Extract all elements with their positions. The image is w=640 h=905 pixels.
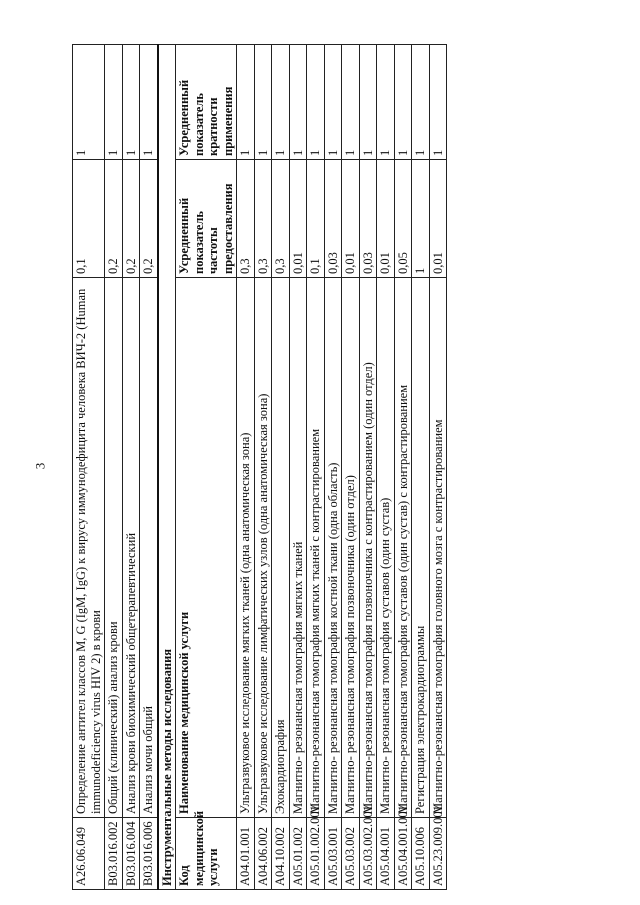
service-name: Магнитно- резонансная томография костной ткани (одна область) bbox=[324, 278, 342, 818]
service-code: A04.01.001 bbox=[237, 818, 255, 890]
multiplicity-value: 1 bbox=[324, 45, 342, 160]
multiplicity-value: 1 bbox=[122, 45, 140, 160]
service-code: A05.01.002 bbox=[289, 818, 307, 890]
service-name: Регистрация электрокардиограммы bbox=[412, 278, 430, 818]
section-title: Инструментальные методы исследования bbox=[158, 45, 176, 890]
multiplicity-value: 1 bbox=[429, 45, 447, 160]
service-name: Ультразвуковое исследование лимфатических узлов (одна анатомическая зона) bbox=[254, 278, 272, 818]
table-row bbox=[429, 45, 447, 890]
service-name: Магнитно- резонансная томография суставов (один сустав) bbox=[377, 278, 395, 818]
service-code: A26.06.049 bbox=[73, 818, 105, 890]
multiplicity-value: 1 bbox=[359, 45, 377, 160]
frequency-value: 0,03 bbox=[359, 160, 377, 278]
table-row bbox=[73, 45, 105, 890]
table-row bbox=[377, 45, 395, 890]
frequency-value: 0,1 bbox=[307, 160, 325, 278]
service-name: Определение антител классов M, G (IgM, IgG) к вирусу иммунодефицита человека ВИЧ-2 (Human immunodeficiency virus HIV 2) в крови bbox=[73, 278, 105, 818]
frequency-value: 0,2 bbox=[140, 160, 158, 278]
service-code: A04.10.002 bbox=[272, 818, 290, 890]
header-multiplicity: Усредненный показатель кратности применения bbox=[176, 45, 237, 160]
table-row bbox=[122, 45, 140, 890]
header-frequency: Усредненный показатель частоты предоставления bbox=[176, 160, 237, 278]
frequency-value: 1 bbox=[412, 160, 430, 278]
frequency-value: 0,2 bbox=[122, 160, 140, 278]
services-table bbox=[72, 44, 447, 890]
multiplicity-value: 1 bbox=[254, 45, 272, 160]
page-number: 3 bbox=[32, 462, 48, 470]
service-name: Эхокардиография bbox=[272, 278, 290, 818]
table-row bbox=[307, 45, 325, 890]
multiplicity-value: 1 bbox=[73, 45, 105, 160]
frequency-value: 0,3 bbox=[272, 160, 290, 278]
table-row bbox=[140, 45, 158, 890]
service-name: Магнитно-резонансная томография суставов (один сустав) с контрастированием bbox=[394, 278, 412, 818]
service-code: B03.016.002 bbox=[105, 818, 123, 890]
frequency-value: 0,1 bbox=[73, 160, 105, 278]
service-name: Магнитно-резонансная томография позвоночника с контрастированием (один отдел) bbox=[359, 278, 377, 818]
frequency-value: 0,03 bbox=[324, 160, 342, 278]
service-code: A05.01.002.001 bbox=[307, 818, 325, 890]
header-name: Наименование медицинской услуги bbox=[176, 278, 237, 818]
frequency-value: 0,01 bbox=[377, 160, 395, 278]
service-code: A04.06.002 bbox=[254, 818, 272, 890]
frequency-value: 0,01 bbox=[429, 160, 447, 278]
multiplicity-value: 1 bbox=[394, 45, 412, 160]
frequency-value: 0,3 bbox=[237, 160, 255, 278]
service-code: A05.03.002 bbox=[342, 818, 360, 890]
service-name: Ультразвуковое исследование мягких тканей (одна анатомическая зона) bbox=[237, 278, 255, 818]
table-row bbox=[342, 45, 360, 890]
service-name: Анализ мочи общий bbox=[140, 278, 158, 818]
service-code: A05.04.001.001 bbox=[394, 818, 412, 890]
table-row bbox=[324, 45, 342, 890]
frequency-value: 0,01 bbox=[342, 160, 360, 278]
frequency-value: 0,01 bbox=[289, 160, 307, 278]
service-code: A05.10.006 bbox=[412, 818, 430, 890]
multiplicity-value: 1 bbox=[412, 45, 430, 160]
frequency-value: 0,2 bbox=[105, 160, 123, 278]
service-name: Магнитно-резонансная томография головного мозга с контрастированием bbox=[429, 278, 447, 818]
multiplicity-value: 1 bbox=[105, 45, 123, 160]
multiplicity-value: 1 bbox=[272, 45, 290, 160]
rotated-document-page bbox=[72, 45, 632, 890]
service-name: Анализ крови биохимический общетерапевтический bbox=[122, 278, 140, 818]
service-name: Общий (клинический) анализ крови bbox=[105, 278, 123, 818]
table-row bbox=[272, 45, 290, 890]
service-name: Магнитно- резонансная томография позвоночника (один отдел) bbox=[342, 278, 360, 818]
service-code: A05.03.002.001 bbox=[359, 818, 377, 890]
table-row bbox=[105, 45, 123, 890]
multiplicity-value: 1 bbox=[377, 45, 395, 160]
table-row bbox=[359, 45, 377, 890]
table-row bbox=[412, 45, 430, 890]
multiplicity-value: 1 bbox=[307, 45, 325, 160]
table-row bbox=[237, 45, 255, 890]
multiplicity-value: 1 bbox=[342, 45, 360, 160]
multiplicity-value: 1 bbox=[289, 45, 307, 160]
service-name: Магнитно- резонансная томография мягких тканей bbox=[289, 278, 307, 818]
service-code: A05.03.001 bbox=[324, 818, 342, 890]
service-code: A05.23.009.001 bbox=[429, 818, 447, 890]
section-heading-row bbox=[158, 45, 176, 890]
service-code: A05.04.001 bbox=[377, 818, 395, 890]
service-code: B03.016.004 bbox=[122, 818, 140, 890]
multiplicity-value: 1 bbox=[140, 45, 158, 160]
table-row bbox=[254, 45, 272, 890]
table-header-row bbox=[176, 45, 237, 890]
table-row bbox=[289, 45, 307, 890]
table-row bbox=[394, 45, 412, 890]
header-code: Код медицинской услуги bbox=[176, 818, 237, 890]
multiplicity-value: 1 bbox=[237, 45, 255, 160]
service-name: Магнитно-резонансная томография мягких тканей с контрастированием bbox=[307, 278, 325, 818]
service-code: B03.016.006 bbox=[140, 818, 158, 890]
frequency-value: 0,3 bbox=[254, 160, 272, 278]
frequency-value: 0,05 bbox=[394, 160, 412, 278]
